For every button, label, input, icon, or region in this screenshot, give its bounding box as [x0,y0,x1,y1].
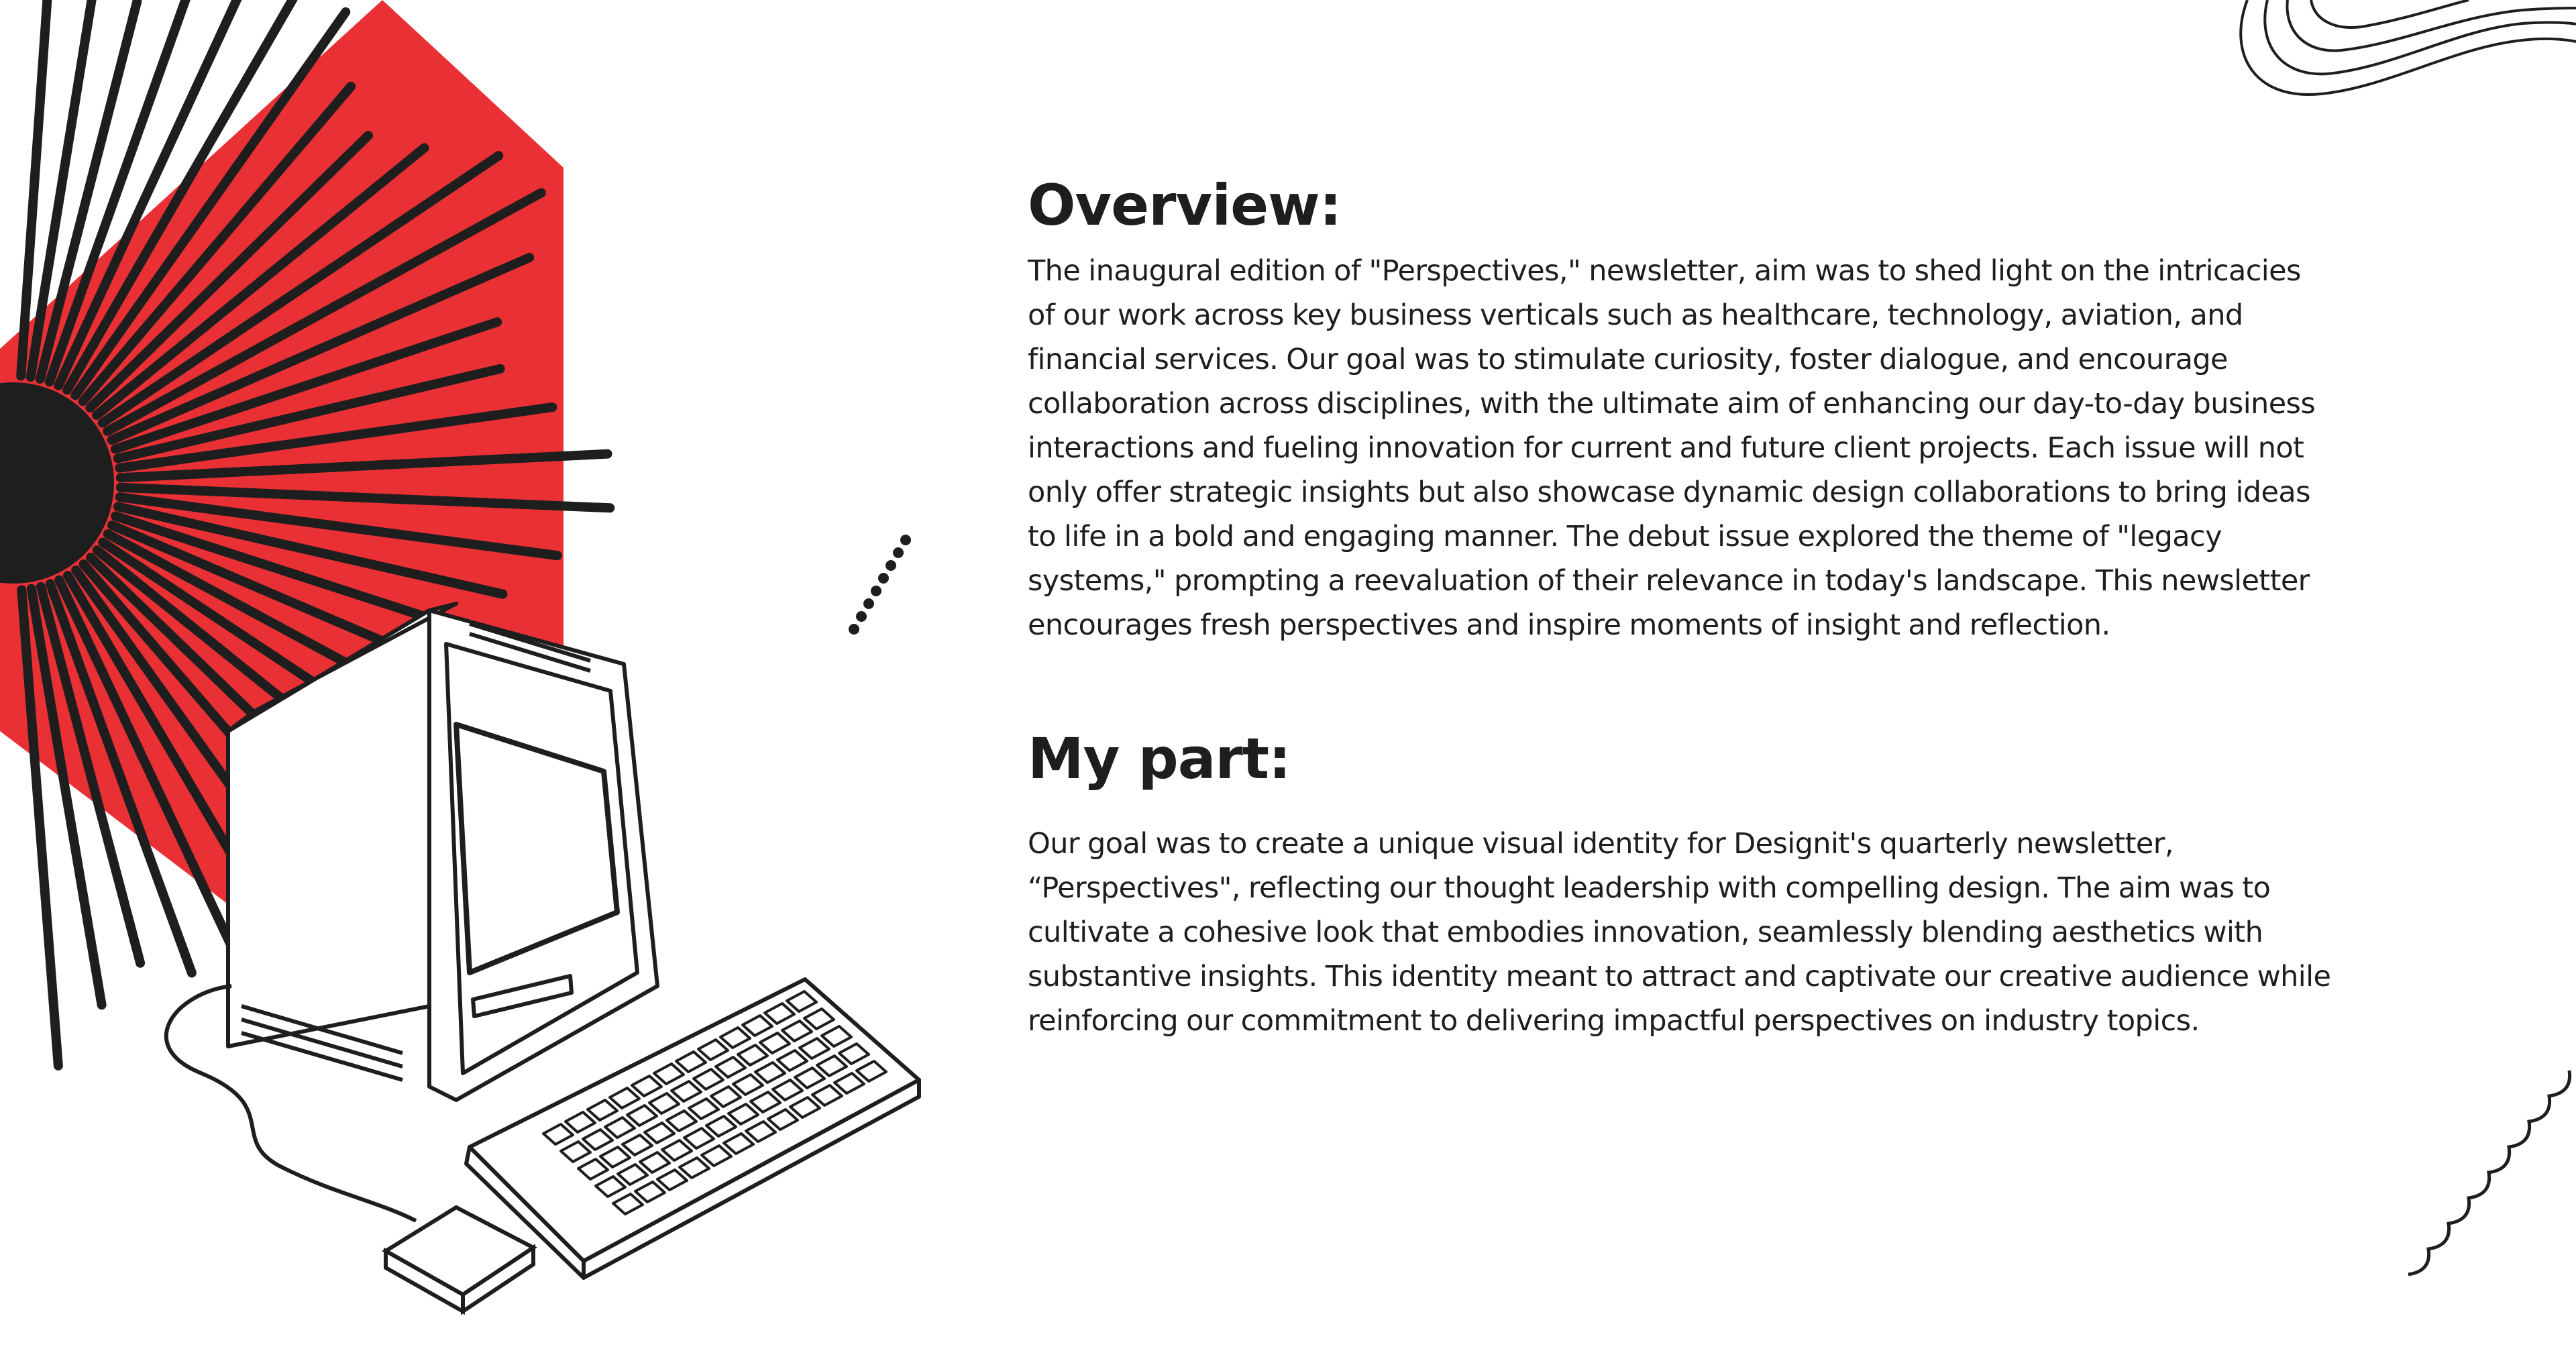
overview-paragraph: The inaugural edition of "Perspectives," newsletter, aim was to shed light on the intricacies of our work across key business verticals such as healthcare, technology, aviation, and financial services. Our goal was to stimulate curiosity, foster dialogue, and encourage collaboration across disciplines, with the ultimate aim of enhancing our day-to-day business interactions and fueling innovation for current and future client projects. Each issue will not only offer strategic insights but also showcase dynamic design collaborations to bring ideas to life in a bold and engaging manner. The debut issue explored the theme of "legacy systems," prompting a reevaluation of their relevance in today's landscape. This newsletter encourages fresh perspectives and inspire moments of insight and reflection. [1028,254,2316,642]
wavy-line-decoration [2408,1071,2570,1274]
mouse-icon [386,1207,533,1311]
my-part-heading: My part: [1028,725,1291,791]
overview-heading: Overview: [1028,172,1342,238]
content-column [1028,173,2336,1043]
dot [849,624,859,635]
dot [856,611,867,622]
my-part-paragraph: Our goal was to create a unique visual identity for Designit's quarterly newsletter, “Perspectives", reflecting our thought leadership with compelling design. The aim was to cultivate a cohesive look that embodies innovation, seamlessly blending aesthetics with substantive insights. This identity meant to attract and captivate our creative audience while reinforcing our commitment to delivering impactful perspectives on industry topics. [1028,827,2331,1038]
dot [878,573,889,584]
dot [893,547,904,558]
contour-swirl-decoration [2241,0,2576,95]
dot [863,598,874,609]
dot [871,586,881,596]
dot [885,560,896,571]
dot [900,535,911,545]
dotted-accent [849,535,911,635]
